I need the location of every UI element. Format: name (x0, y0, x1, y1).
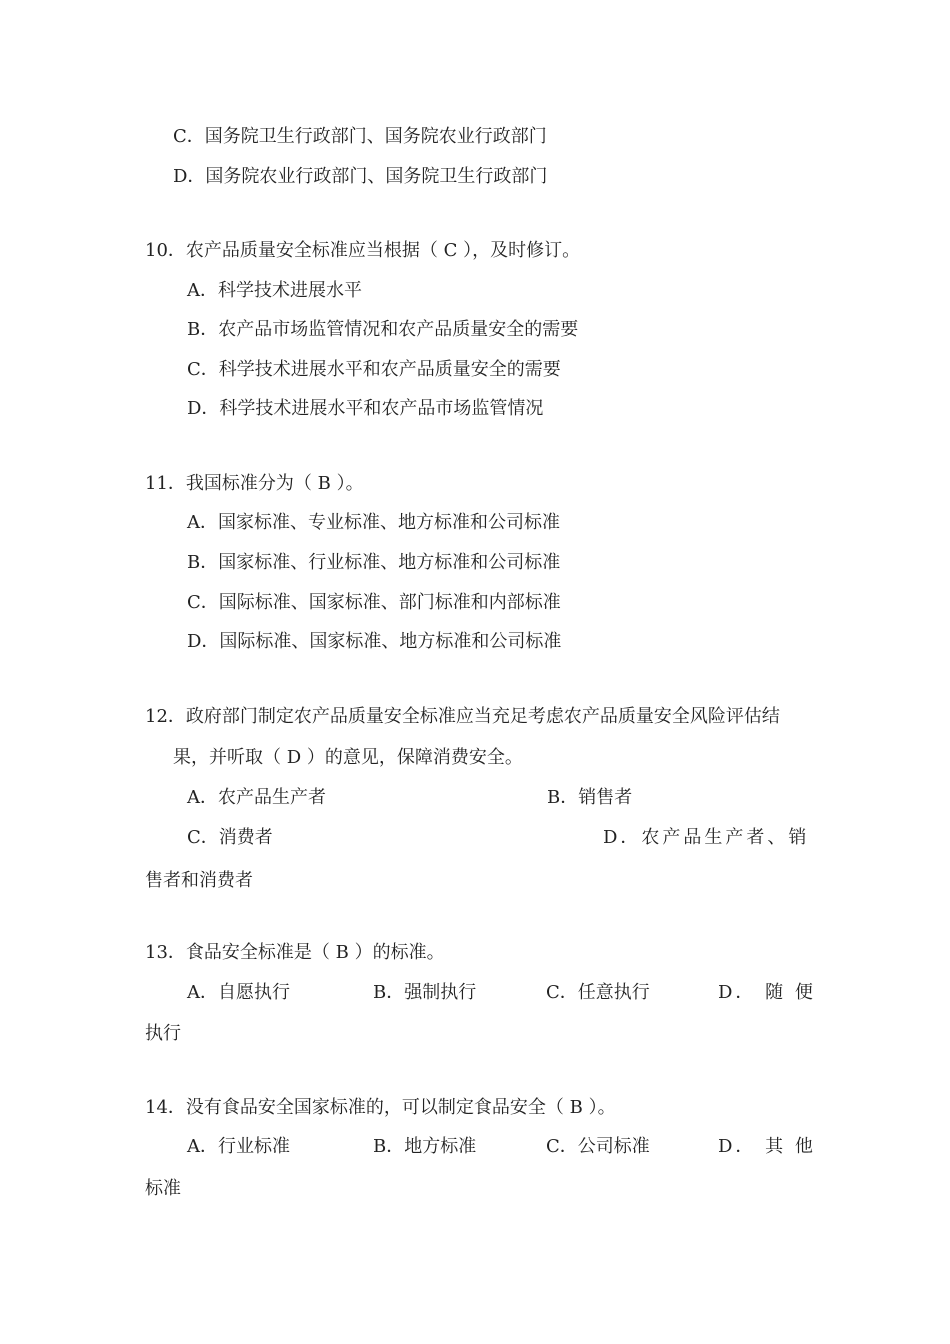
q11-stem: 11．我国标准分为（ B ）。 (145, 473, 364, 494)
q10-option-c: C．科学技术进展水平和农产品质量安全的需要 (187, 359, 561, 380)
q12-option-d-line1: D．农产品生产者、销 (603, 827, 810, 848)
q12-option-d-line2: 售者和消费者 (145, 870, 253, 891)
q9-option-d: D．国务院农业行政部门、国务院卫生行政部门 (173, 166, 548, 187)
q10-option-d: D．科学技术进展水平和农产品市场监管情况 (187, 398, 544, 419)
q13-option-d-line2: 执行 (145, 1023, 181, 1044)
q14-option-d-line1: D． 其 他 (718, 1136, 816, 1157)
q14-stem: 14．没有食品安全国家标准的，可以制定食品安全（ B ）。 (145, 1097, 616, 1118)
q13-option-a: A．自愿执行 (187, 982, 290, 1003)
q9-option-c: C．国务院卫生行政部门、国务院农业行政部门 (173, 126, 547, 147)
q13-option-c: C．任意执行 (546, 982, 650, 1003)
q13-stem: 13．食品安全标准是（ B ）的标准。 (145, 942, 445, 963)
q11-option-a: A．国家标准、专业标准、地方标准和公司标准 (187, 512, 560, 533)
q14-option-b: B．地方标准 (373, 1136, 477, 1157)
q10-option-a: A．科学技术进展水平 (187, 280, 362, 301)
q11-option-b: B．国家标准、行业标准、地方标准和公司标准 (187, 552, 561, 573)
q13-option-d-line1: D． 随 便 (718, 982, 816, 1003)
q13-option-b: B．强制执行 (373, 982, 477, 1003)
q12-option-b: B．销售者 (547, 787, 633, 808)
q12-stem-line1: 12．政府部门制定农产品质量安全标准应当充足考虑农产品质量安全风险评估结 (145, 706, 780, 727)
q10-option-b: B．农产品市场监管情况和农产品质量安全的需要 (187, 319, 579, 340)
q14-option-d-line2: 标准 (145, 1178, 181, 1199)
q14-option-c: C．公司标准 (546, 1136, 650, 1157)
q11-option-c: C．国际标准、国家标准、部门标准和内部标准 (187, 592, 561, 613)
q12-option-c: C．消费者 (187, 827, 273, 848)
q11-option-d: D．国际标准、国家标准、地方标准和公司标准 (187, 631, 562, 652)
q14-option-a: A．行业标准 (187, 1136, 290, 1157)
q10-stem: 10．农产品质量安全标准应当根据（ C ），及时修订。 (145, 240, 581, 261)
q12-option-a: A．农产品生产者 (187, 787, 326, 808)
q12-stem-line2: 果，并听取（ D ）的意见，保障消费安全。 (173, 747, 523, 768)
